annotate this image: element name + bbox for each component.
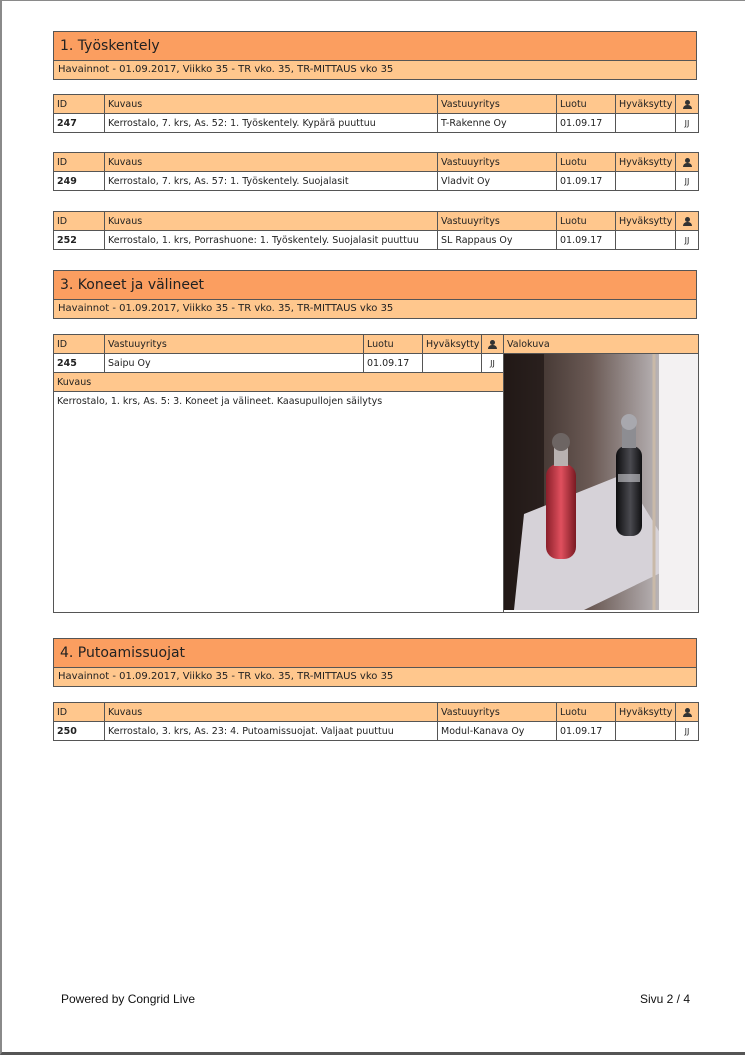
column-luotu: Luotu xyxy=(557,212,616,231)
cell-id: 245 xyxy=(54,354,105,373)
column-vastuuyritys: Vastuuyritys xyxy=(438,153,557,172)
observation-table-250 xyxy=(53,702,699,741)
column-user xyxy=(676,95,699,114)
table-row xyxy=(54,354,699,373)
cell-hyvaksytty xyxy=(616,114,676,133)
column-hyvaksytty: Hyväksytty xyxy=(616,212,676,231)
column-user xyxy=(482,335,504,354)
section-header-putoamissuojat xyxy=(53,638,697,687)
column-vastuuyritys: Vastuuyritys xyxy=(438,212,557,231)
column-hyvaksytty: Hyväksytty xyxy=(423,335,482,354)
cell-user: JJ xyxy=(676,722,699,741)
cell-vastuuyritys: Vladvit Oy xyxy=(438,172,557,191)
photo-cell xyxy=(504,354,699,613)
cell-user: JJ xyxy=(482,354,504,373)
cell-kuvaus: Kerrostalo, 3. krs, As. 23: 4. Putoamissuojat. Valjaat puuttuu xyxy=(105,722,438,741)
column-id: ID xyxy=(54,212,105,231)
table-row xyxy=(54,231,699,250)
column-user xyxy=(676,153,699,172)
section-title: 4. Putoamissuojat xyxy=(53,638,697,667)
cell-luotu: 01.09.17 xyxy=(557,231,616,250)
column-luotu: Luotu xyxy=(557,153,616,172)
cell-kuvaus: Kerrostalo, 1. krs, Porrashuone: 1. Työskentely. Suojalasit puuttuu xyxy=(105,231,438,250)
column-luotu: Luotu xyxy=(364,335,423,354)
column-id: ID xyxy=(54,335,105,354)
cell-hyvaksytty xyxy=(616,231,676,250)
column-id: ID xyxy=(54,153,105,172)
cell-user: JJ xyxy=(676,172,699,191)
column-user xyxy=(676,212,699,231)
column-kuvaus: Kuvaus xyxy=(105,153,438,172)
cell-id: 247 xyxy=(54,114,105,133)
person-icon xyxy=(683,708,692,717)
section-subtitle: Havainnot - 01.09.2017, Viikko 35 - TR vko. 35, TR-MITTAUS vko 35 xyxy=(53,60,697,80)
column-kuvaus: Kuvaus xyxy=(105,212,438,231)
section-subtitle: Havainnot - 01.09.2017, Viikko 35 - TR vko. 35, TR-MITTAUS vko 35 xyxy=(53,299,697,319)
table-row xyxy=(54,722,699,741)
section-header-tyoskentely xyxy=(53,31,697,80)
cell-hyvaksytty xyxy=(423,354,482,373)
gas-cylinder-photo[interactable] xyxy=(504,354,698,610)
cell-user: JJ xyxy=(676,231,699,250)
column-vastuuyritys: Vastuuyritys xyxy=(438,703,557,722)
section-header-koneet xyxy=(53,270,697,319)
section-title: 3. Koneet ja välineet xyxy=(53,270,697,299)
column-kuvaus: Kuvaus xyxy=(105,95,438,114)
cell-hyvaksytty xyxy=(616,722,676,741)
table-row xyxy=(54,114,699,133)
column-valokuva: Valokuva xyxy=(504,335,699,354)
column-id: ID xyxy=(54,95,105,114)
column-hyvaksytty: Hyväksytty xyxy=(616,153,676,172)
column-hyvaksytty: Hyväksytty xyxy=(616,95,676,114)
cell-kuvaus: Kerrostalo, 7. krs, As. 52: 1. Työskentely. Kypärä puuttuu xyxy=(105,114,438,133)
cell-kuvaus: Kerrostalo, 1. krs, As. 5: 3. Koneet ja välineet. Kaasupullojen säilytys xyxy=(54,392,504,613)
cell-luotu: 01.09.17 xyxy=(364,354,423,373)
cell-kuvaus: Kerrostalo, 7. krs, As. 57: 1. Työskentely. Suojalasit xyxy=(105,172,438,191)
cell-hyvaksytty xyxy=(616,172,676,191)
person-icon xyxy=(683,217,692,226)
cell-user: JJ xyxy=(676,114,699,133)
cell-luotu: 01.09.17 xyxy=(557,172,616,191)
observation-table-252 xyxy=(53,211,699,250)
person-icon xyxy=(683,158,692,167)
column-luotu: Luotu xyxy=(557,703,616,722)
cell-vastuuyritys: T-Rakenne Oy xyxy=(438,114,557,133)
column-kuvaus: Kuvaus xyxy=(105,703,438,722)
column-hyvaksytty: Hyväksytty xyxy=(616,703,676,722)
column-vastuuyritys: Vastuuyritys xyxy=(438,95,557,114)
table-row xyxy=(54,172,699,191)
cell-luotu: 01.09.17 xyxy=(557,114,616,133)
section-title: 1. Työskentely xyxy=(53,31,697,60)
column-kuvaus: Kuvaus xyxy=(54,373,504,392)
cell-vastuuyritys: Modul-Kanava Oy xyxy=(438,722,557,741)
cell-vastuuyritys: Saipu Oy xyxy=(105,354,364,373)
column-id: ID xyxy=(54,703,105,722)
person-icon xyxy=(488,340,497,349)
cell-id: 249 xyxy=(54,172,105,191)
column-vastuuyritys: Vastuuyritys xyxy=(105,335,364,354)
cell-vastuuyritys: SL Rappaus Oy xyxy=(438,231,557,250)
powered-by-text: Powered by Congrid Live xyxy=(61,992,196,1006)
observation-table-249 xyxy=(53,152,699,191)
section-subtitle: Havainnot - 01.09.2017, Viikko 35 - TR vko. 35, TR-MITTAUS vko 35 xyxy=(53,667,697,687)
column-luotu: Luotu xyxy=(557,95,616,114)
cell-id: 252 xyxy=(54,231,105,250)
column-user xyxy=(676,703,699,722)
observation-table-247 xyxy=(53,94,699,133)
person-icon xyxy=(683,100,692,109)
cell-id: 250 xyxy=(54,722,105,741)
cell-luotu: 01.09.17 xyxy=(557,722,616,741)
page-number: Sivu 2 / 4 xyxy=(639,992,690,1006)
observation-table-245 xyxy=(53,334,699,613)
